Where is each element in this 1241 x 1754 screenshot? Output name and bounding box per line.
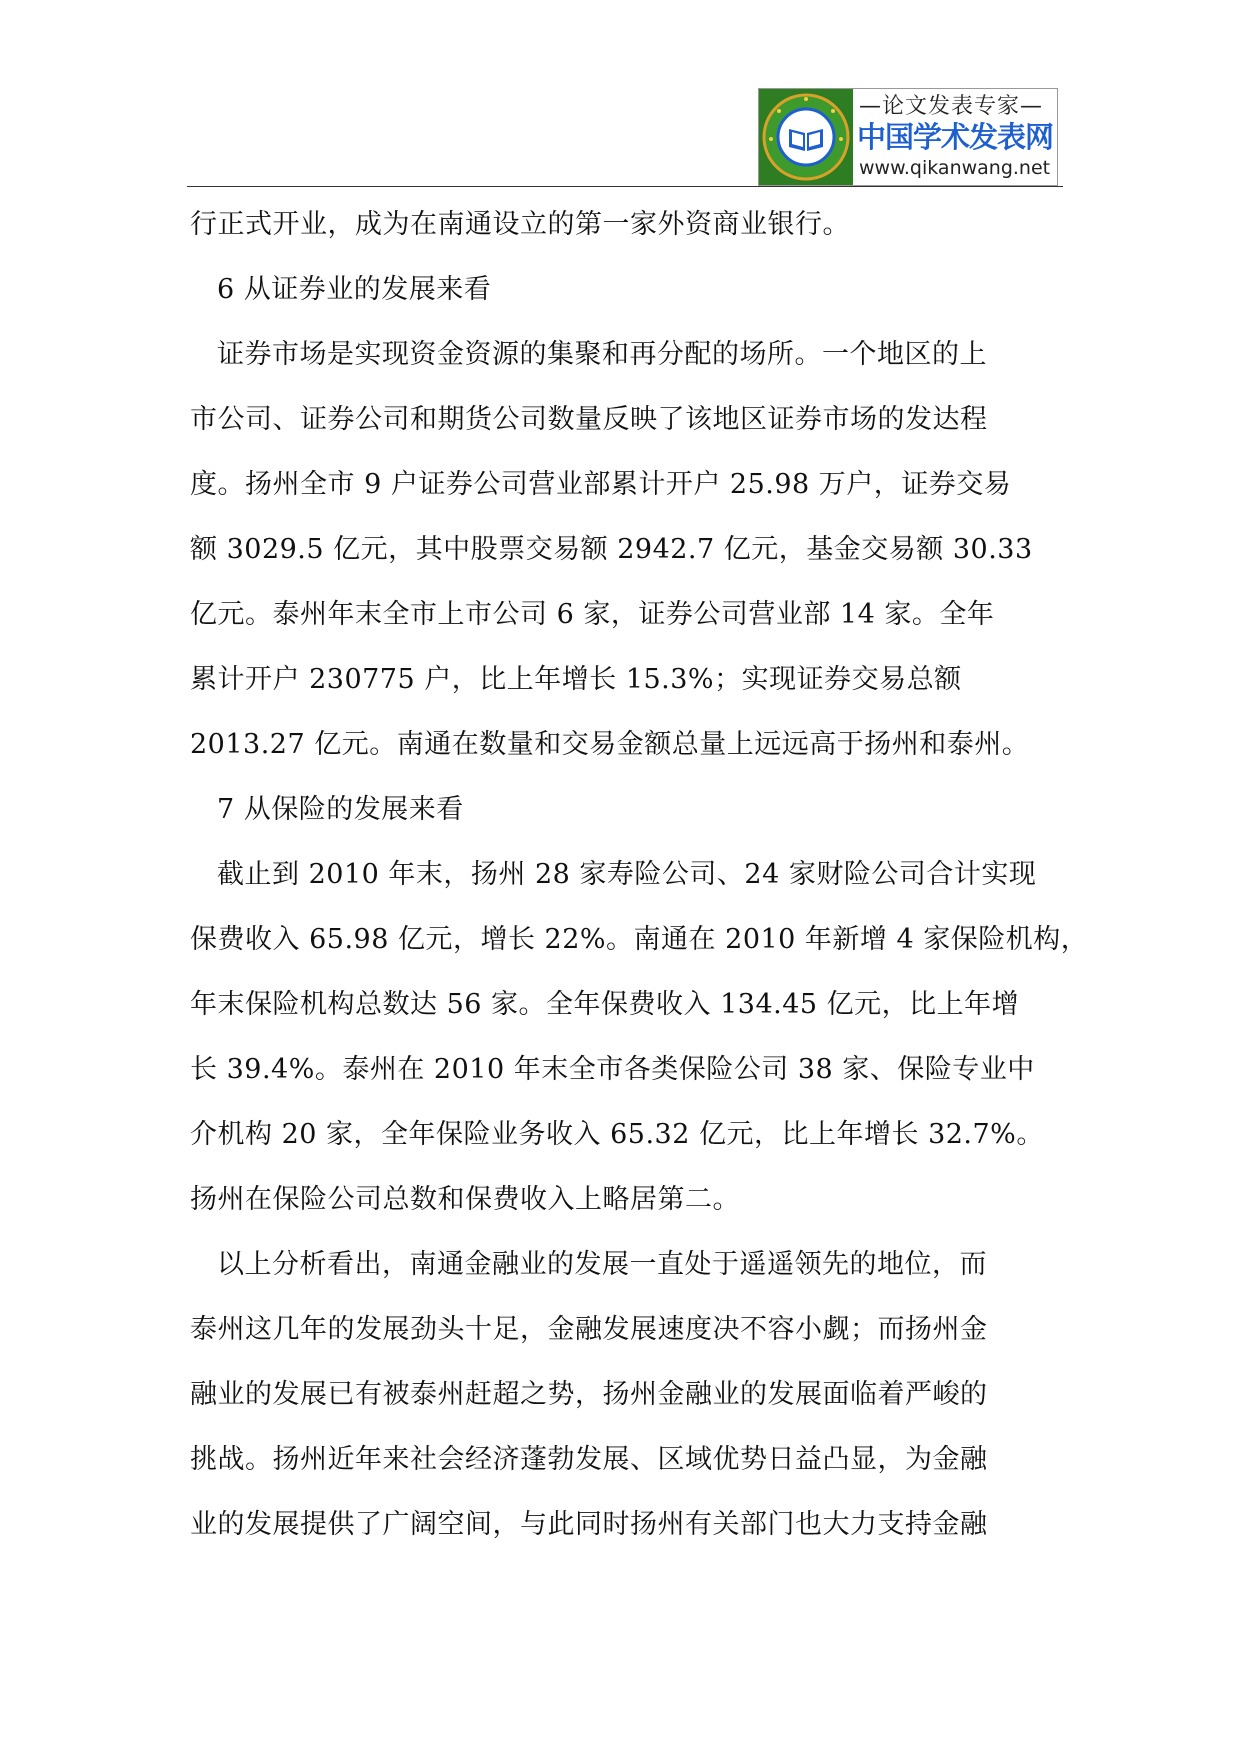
text-line: 长 39.4%。泰州在 2010 年末全市各类保险公司 38 家、保险专业中: [190, 1054, 1035, 1085]
text-line: 介机构 20 家，全年保险业务收入 65.32 亿元，比上年增长 32.7%。: [190, 1119, 1044, 1150]
text-line: 2013.27 亿元。南通在数量和交易金额总量上远远高于扬州和泰州。: [190, 729, 1030, 760]
logo-emblem: [759, 89, 853, 185]
logo-slogan: —论文发表专家—: [859, 94, 1044, 119]
text-line: 证券市场是实现资金资源的集聚和再分配的场所。一个地区的上: [217, 339, 987, 370]
text-line: 挑战。扬州近年来社会经济蓬勃发展、区域优势日益凸显，为金融: [190, 1444, 988, 1475]
header-logo: [758, 88, 1058, 186]
logo-text-block: [855, 89, 1057, 185]
logo-site-name: 中国学术发表网: [857, 120, 1054, 154]
document-body: [190, 192, 1089, 1557]
logo-url: www.qikanwang.net: [859, 157, 1051, 179]
text-line: 保费收入 65.98 亿元，增长 22%。南通在 2010 年新增 4 家保险机构，: [190, 924, 1089, 955]
text-line: 截止到 2010 年末，扬州 28 家寿险公司、24 家财险公司合计实现: [217, 859, 1037, 890]
text-line: 业的发展提供了广阔空间，与此同时扬州有关部门也大力支持金融: [190, 1509, 988, 1540]
section-heading: 6 从证券业的发展来看: [217, 274, 492, 305]
text-line: 度。扬州全市 9 户证券公司营业部累计开户 25.98 万户，证券交易: [190, 469, 1012, 500]
text-line: 年末保险机构总数达 56 家。全年保费收入 134.45 亿元，比上年增: [190, 989, 1020, 1020]
section-heading: 7 从保险的发展来看: [217, 794, 464, 825]
text-line: 亿元。泰州年末全市上市公司 6 家，证券公司营业部 14 家。全年: [190, 599, 995, 630]
text-line: 融业的发展已有被泰州赶超之势，扬州金融业的发展面临着严峻的: [190, 1379, 988, 1410]
emblem-book-icon: [759, 89, 853, 185]
text-line: 市公司、证券公司和期货公司数量反映了该地区证券市场的发达程: [190, 404, 988, 435]
text-line: 累计开户 230775 户，比上年增长 15.3%；实现证券交易总额: [190, 664, 962, 695]
text-line: 扬州在保险公司总数和保费收入上略居第二。: [190, 1184, 740, 1215]
header-rule: [187, 186, 1063, 187]
text-line: 额 3029.5 亿元，其中股票交易额 2942.7 亿元，基金交易额 30.33: [190, 534, 1033, 565]
text-line: 泰州这几年的发展劲头十足，金融发展速度决不容小觑；而扬州金: [190, 1314, 988, 1345]
text-line: 以上分析看出，南通金融业的发展一直处于遥遥领先的地位，而: [217, 1249, 987, 1280]
text-line: 行正式开业，成为在南通设立的第一家外资商业银行。: [190, 209, 850, 240]
